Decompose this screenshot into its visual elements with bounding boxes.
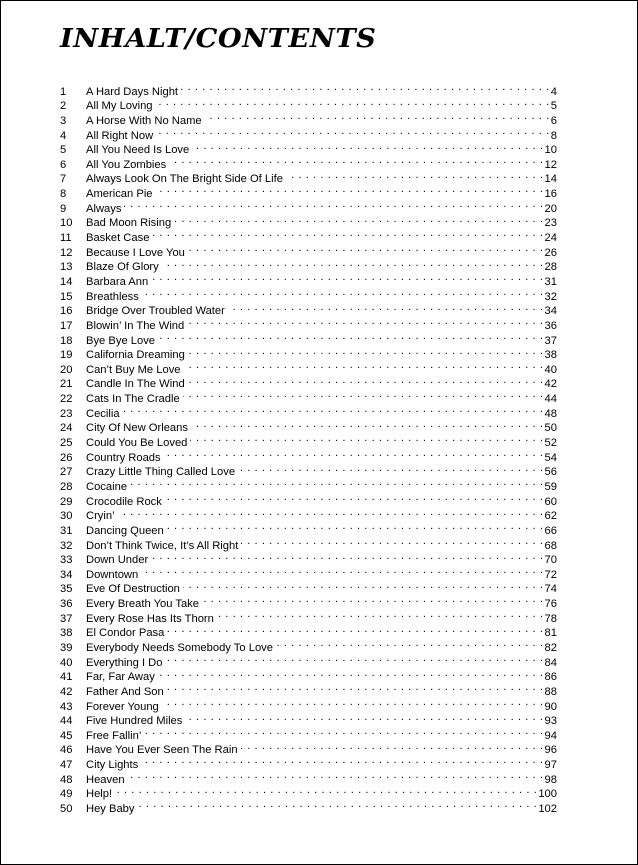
dot-leader [156,124,550,139]
entry-title: Always Look On The Bright Side Of Life [86,173,283,186]
dot-leader [115,783,537,798]
entry-title: Cats In The Cradle [86,393,180,406]
entry-title: Father And Son [86,685,164,698]
dot-leader [152,226,543,241]
entry-number: 49 [60,788,73,801]
entry-title: Cocaine [86,480,128,493]
entry-title: All My Loving [86,100,153,113]
entry-number: 7 [60,173,67,186]
entry-title: Always [86,202,122,215]
dot-leader [164,446,544,461]
entry-number: 20 [60,363,73,376]
dot-leader [167,519,544,534]
entry-title: Don’t Think Twice, It’s All Right [86,539,239,552]
entry-number: 22 [60,393,73,406]
entry-title: Everything I Do [86,656,163,669]
entry-number: 4 [60,129,67,142]
dot-leader [286,168,544,183]
entry-page-number: 28 [544,261,557,274]
entry-number: 50 [60,803,73,816]
entry-number: 30 [60,510,73,523]
entry-number: 1 [60,85,67,98]
dot-leader [205,109,550,124]
dot-leader [241,739,544,754]
entry-title: Candle In The Wind [86,378,185,391]
entry-number: 2 [60,100,67,113]
entry-title: Five Hundred Miles [86,715,183,728]
dot-leader [276,636,544,651]
dot-leader [190,431,543,446]
dot-leader [123,402,544,417]
entry-page-number: 62 [544,510,557,523]
dot-leader [138,797,538,812]
entry-title: Country Roads [86,451,161,464]
entry-number: 31 [60,524,73,537]
entry-number: 45 [60,729,73,742]
entry-number: 11 [60,232,72,245]
dot-leader [158,666,544,681]
entry-number: 47 [60,759,73,772]
dot-leader [165,651,543,666]
entry-title: Down Under [86,554,149,567]
entry-title: American Pie [86,188,153,201]
entry-number: 36 [60,598,73,611]
entry-title: El Condor Pasa [86,627,165,640]
dot-leader [185,710,543,725]
entry-number: 17 [60,319,73,332]
contents-entry [60,475,557,493]
entry-page-number: 26 [544,246,557,259]
entry-number: 26 [60,451,73,464]
entry-title: Blaze Of Glory [86,261,159,274]
entry-page-number: 37 [544,334,557,347]
entry-number: 39 [60,641,73,654]
entry-number: 16 [60,305,73,318]
entry-page-number: 4 [550,85,557,98]
dot-leader [130,475,544,490]
entry-number: 8 [60,188,67,201]
entry-page-number: 76 [544,598,557,611]
dot-leader [184,358,544,373]
dot-leader [188,241,544,256]
entry-page-number: 40 [544,363,557,376]
entry-page-number: 38 [544,349,557,362]
entry-title: Every Breath You Take [86,598,199,611]
entry-title: All You Need Is Love [86,144,190,157]
entry-number: 18 [60,334,73,347]
dot-leader [128,768,544,783]
entry-page-number: 5 [550,100,557,113]
entry-title: Help! [86,788,113,801]
contents-entry [60,402,557,420]
entry-title: Because I Love You [86,246,185,259]
dot-leader [181,80,550,95]
dot-leader [192,139,543,154]
entry-title: Cryin’ [86,510,115,523]
entry-page-number: 90 [544,700,557,713]
entry-number: 38 [60,627,73,640]
entry-page-number: 66 [544,524,557,537]
entry-number: 34 [60,568,73,581]
entry-title: Crazy Little Thing Called Love [86,466,236,479]
entry-title: Forever Young [86,700,159,713]
dot-leader [167,622,543,637]
entry-number: 35 [60,583,73,596]
entry-page-number: 8 [550,129,557,142]
dot-leader [238,461,544,476]
dot-leader [144,724,543,739]
entry-page-number: 32 [544,290,557,303]
entry-page-number: 52 [544,437,557,450]
entry-page-number: 72 [544,568,557,581]
entry-page-number: 42 [544,378,557,391]
entry-number: 9 [60,202,67,215]
dot-leader [169,153,543,168]
entry-page-number: 20 [544,202,557,215]
entry-number: 28 [60,480,73,493]
entry-title: City Lights [86,759,139,772]
contents-entry [60,80,557,98]
entry-title: Have You Ever Seen The Rain [86,744,238,757]
dot-leader [124,197,543,212]
entry-page-number: 81 [544,627,557,640]
entry-page-number: 82 [544,641,557,654]
dot-leader [141,753,543,768]
entry-title: California Dreaming [86,349,185,362]
entry-title: Cecilia [86,407,120,420]
entry-title: Eve Of Destruction [86,583,180,596]
entry-number: 40 [60,656,73,669]
dot-leader [151,549,543,564]
contents-entry [60,519,557,537]
dot-leader [183,578,544,593]
entry-page-number: 97 [544,759,557,772]
entry-title: City Of New Orleans [86,422,188,435]
entry-title: Heaven [86,773,125,786]
entry-number: 42 [60,685,73,698]
entry-title: Free Fallin’ [86,729,142,742]
dot-leader [165,490,544,505]
entry-title: Far, Far Away [86,671,155,684]
entry-number: 15 [60,290,73,303]
dot-leader [142,285,544,300]
entry-page-number: 93 [544,715,557,728]
entry-title: A Horse With No Name [86,114,202,127]
dot-leader [118,505,544,520]
entry-page-number: 86 [544,671,557,684]
entry-number: 32 [60,539,73,552]
entry-title: Downtown [86,568,139,581]
dot-leader [167,680,544,695]
entry-number: 19 [60,349,73,362]
entry-number: 13 [60,261,73,274]
dot-leader [162,256,544,271]
dot-leader [188,344,544,359]
entry-page-number: 36 [544,319,557,332]
entry-page-number: 70 [544,554,557,567]
dot-leader [162,695,544,710]
entry-title: Basket Case [86,232,150,245]
entry-page-number: 74 [544,583,557,596]
contents-entry [60,797,557,816]
entry-number: 43 [60,700,73,713]
dot-leader [188,373,544,388]
dot-leader [187,314,543,329]
entry-number: 10 [60,217,73,230]
contents-entry [60,505,557,523]
entry-number: 23 [60,407,73,420]
entry-page-number: 100 [538,788,557,801]
entry-title: Could You Be Loved [86,437,188,450]
entry-page-number: 16 [544,188,557,201]
entry-title: Everybody Needs Somebody To Love [86,641,273,654]
dot-leader [191,417,544,432]
contents-entry [60,197,557,215]
entry-title: Bye Bye Love [86,334,156,347]
dot-leader [141,563,543,578]
entry-page-number: 14 [544,173,557,186]
entry-number: 24 [60,422,73,435]
entry-title: Crocodile Rock [86,495,162,508]
entry-page-number: 84 [544,656,557,669]
entry-title: All You Zombies [86,158,167,171]
entry-number: 3 [60,114,67,127]
contents-entry [60,417,557,435]
entry-page-number: 24 [544,232,557,245]
entry-page-number: 31 [544,275,557,288]
dot-leader [228,300,544,315]
entry-page-number: 94 [544,729,557,742]
entry-number: 46 [60,744,73,757]
entry-page-number: 88 [544,685,557,698]
entry-page-number: 59 [544,480,557,493]
entry-page-number: 34 [544,305,557,318]
entry-number: 44 [60,715,73,728]
entry-title: Dancing Queen [86,524,164,537]
entry-title: Every Rose Has Its Thorn [86,612,214,625]
entry-page-number: 12 [544,158,557,171]
entry-page-number: 54 [544,451,557,464]
contents-list [60,80,557,816]
entry-title: Hey Baby [86,803,135,816]
entry-number: 5 [60,144,67,157]
entry-title: Blowin’ In The Wind [86,319,185,332]
contents-entry [60,490,557,508]
entry-title: Bridge Over Troubled Water [86,305,225,318]
entry-number: 48 [60,773,73,786]
entry-number: 14 [60,275,73,288]
entry-page-number: 48 [544,407,557,420]
entry-title: Barbara Ann [86,275,149,288]
entry-number: 27 [60,466,73,479]
page-title: INHALT/CONTENTS [60,24,377,54]
entry-number: 41 [60,671,73,684]
entry-page-number: 78 [544,612,557,625]
dot-leader [158,329,544,344]
entry-page-number: 98 [544,773,557,786]
entry-page-number: 56 [544,466,557,479]
entry-title: Bad Moon Rising [86,217,172,230]
entry-page-number: 102 [538,803,557,816]
dot-leader [202,592,544,607]
entry-page-number: 68 [544,539,557,552]
entry-page-number: 44 [544,393,557,406]
entry-title: Breathless [86,290,139,303]
entry-number: 25 [60,437,73,450]
contents-entry [60,212,557,230]
entry-page-number: 50 [544,422,557,435]
entry-page-number: 60 [544,495,557,508]
entry-page-number: 6 [550,114,557,127]
entry-number: 21 [60,378,73,391]
dot-leader [241,534,543,549]
dot-leader [156,182,544,197]
contents-entry [60,783,557,801]
entry-number: 29 [60,495,73,508]
dot-leader [156,95,550,110]
contents-entry [60,768,557,786]
entry-title: All Right Now [86,129,154,142]
entry-page-number: 10 [544,144,557,157]
dot-leader [174,212,543,227]
entry-title: Can’t Buy Me Love [86,363,181,376]
dot-leader [183,387,544,402]
dot-leader [217,607,544,622]
entry-number: 6 [60,158,67,171]
entry-number: 37 [60,612,73,625]
entry-page-number: 23 [544,217,557,230]
entry-number: 33 [60,554,73,567]
dot-leader [151,270,543,285]
entry-number: 12 [60,246,73,259]
entry-page-number: 96 [544,744,557,757]
entry-title: A Hard Days Night [86,85,179,98]
